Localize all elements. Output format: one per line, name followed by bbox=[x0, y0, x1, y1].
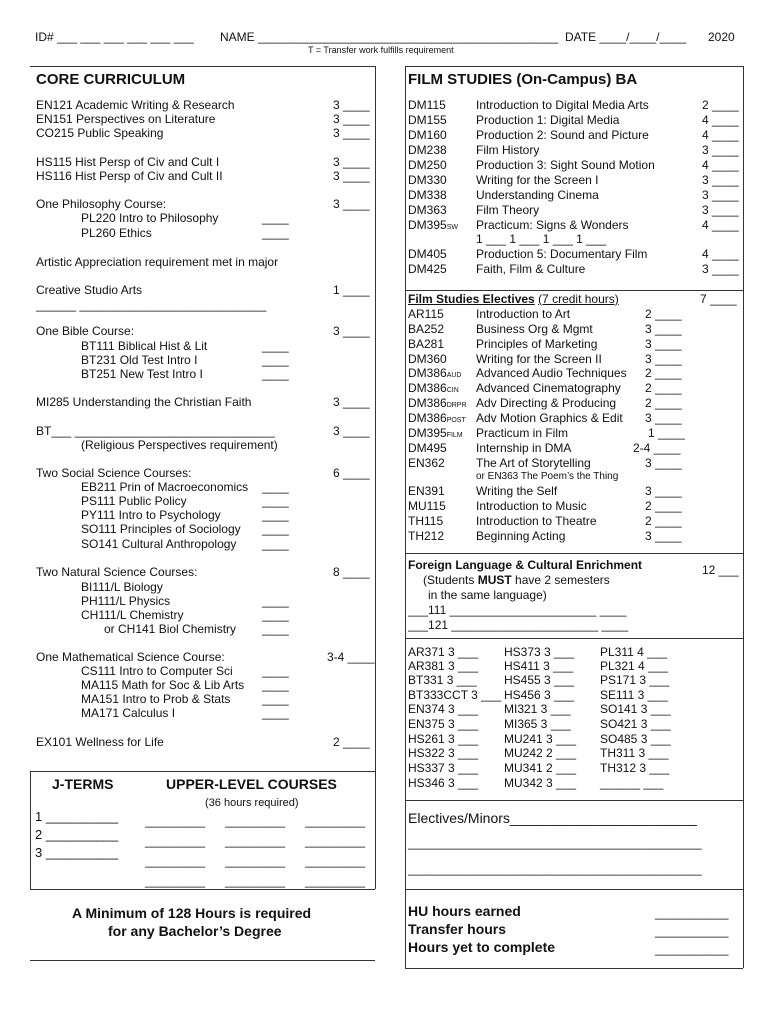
elective-code bbox=[408, 307, 444, 321]
core-line: MI285 Understanding the Christian Faith bbox=[36, 395, 252, 409]
code: DM250 bbox=[408, 158, 447, 172]
credit-blank[interactable]: 4 ____ bbox=[702, 218, 739, 232]
course-code: DM405 bbox=[408, 247, 447, 261]
elective-code: TH212 bbox=[408, 529, 445, 543]
course-code bbox=[408, 113, 447, 127]
upper-level-blank[interactable]: _________ bbox=[305, 834, 366, 848]
cultural-course[interactable]: MU342 3 ___ bbox=[504, 776, 577, 790]
course-name: Understanding Cinema bbox=[476, 188, 599, 202]
code: BA252 bbox=[408, 322, 445, 336]
upper-level-blank[interactable]: _________ bbox=[225, 834, 286, 848]
code-suffix: DRPR bbox=[446, 402, 467, 409]
core-line: SO111 Principles of Sociology bbox=[81, 522, 241, 536]
credit-blank[interactable]: ____ bbox=[262, 706, 289, 720]
foreign-note-2: in the same language) bbox=[428, 588, 547, 602]
core-line: BT___ ______________________________ bbox=[36, 424, 275, 438]
course-name: Film Theory bbox=[476, 203, 540, 217]
core-line: MA115 Math for Soc & Lib Arts bbox=[81, 678, 245, 692]
elective-code: EN391 bbox=[408, 484, 445, 498]
credit-blank[interactable]: ____ bbox=[262, 339, 289, 353]
cultural-course[interactable]: MU241 3 ___ bbox=[504, 732, 577, 746]
elective-code bbox=[408, 322, 444, 336]
core-line: BT251 New Test Intro I bbox=[81, 367, 203, 381]
foreign-note-a: (Students bbox=[423, 573, 478, 587]
credit-blank[interactable]: 4 ____ bbox=[702, 113, 739, 127]
credit-blank[interactable]: ____ bbox=[262, 211, 289, 225]
credit-blank[interactable]: 2 ____ bbox=[645, 307, 682, 321]
core-line: MA151 Intro to Prob & Stats bbox=[81, 692, 231, 706]
credit-blank[interactable]: ____ bbox=[262, 594, 289, 608]
credit-blank[interactable]: 3 ____ bbox=[333, 424, 370, 438]
core-line: BT111 Biblical Hist & Lit bbox=[81, 339, 208, 353]
upper-level-blank[interactable]: _________ bbox=[305, 874, 366, 888]
credit-blank[interactable]: ____ bbox=[262, 367, 289, 381]
course-name: Film History bbox=[476, 143, 540, 157]
cultural-course[interactable]: BT331 3 ___ bbox=[408, 673, 477, 687]
electives-credits[interactable]: 7 ____ bbox=[700, 292, 737, 306]
code: DM363 bbox=[408, 203, 447, 217]
upper-level-blank[interactable]: _________ bbox=[225, 814, 286, 828]
cultural-course[interactable]: EN374 3 ___ bbox=[408, 702, 479, 716]
year: 2020 bbox=[708, 30, 735, 44]
core-title: CORE CURRICULUM bbox=[36, 71, 186, 88]
elective-name: Advanced Cinematography bbox=[476, 381, 621, 395]
practicum-blanks[interactable]: 1 ___ 1 ___ 1 ___ 1 ___ bbox=[476, 232, 607, 246]
credit-blank[interactable]: 2 ____ bbox=[645, 499, 682, 513]
transfer-note: T = Transfer work fulfills requirement bbox=[308, 45, 454, 55]
credit-blank[interactable]: 2 ____ bbox=[702, 98, 739, 112]
elective-name: Practicum in Film bbox=[476, 426, 569, 440]
film-title: FILM STUDIES (On-Campus) BA bbox=[408, 71, 638, 88]
cultural-course[interactable]: SO485 3 ___ bbox=[600, 732, 671, 746]
cultural-course[interactable]: HS322 3 ___ bbox=[408, 746, 479, 760]
upper-subtitle: (36 hours required) bbox=[205, 797, 299, 809]
code: DM386 bbox=[408, 411, 447, 425]
jterm-2[interactable]: 2 __________ bbox=[35, 827, 119, 842]
credit-blank[interactable]: 3 ____ bbox=[645, 411, 682, 425]
upper-level-blank[interactable]: _________ bbox=[145, 874, 206, 888]
name-field[interactable]: NAME _____________________________________________ bbox=[220, 30, 559, 44]
credit-blank[interactable]: 3 ____ bbox=[333, 197, 370, 211]
cultural-course[interactable]: AR381 3 ___ bbox=[408, 659, 479, 673]
course-name: Production 5: Documentary Film bbox=[476, 247, 648, 261]
upper-level-blank[interactable]: _________ bbox=[145, 854, 206, 868]
elective-name: Writing the Self bbox=[476, 484, 558, 498]
jterms-title: J-TERMS bbox=[52, 776, 114, 792]
foreign-note-must: MUST bbox=[477, 573, 512, 587]
code: DM386 bbox=[408, 396, 447, 410]
core-line: EX101 Wellness for Life bbox=[36, 735, 164, 749]
transfer-hours-label: Transfer hours bbox=[408, 921, 507, 937]
code: DM160 bbox=[408, 128, 447, 142]
credit-blank[interactable]: 3 ____ bbox=[333, 169, 370, 183]
core-line: PH111/L Physics bbox=[81, 594, 171, 608]
code: AR115 bbox=[408, 307, 444, 321]
transfer-hours-blank[interactable]: ___________ bbox=[655, 924, 729, 938]
code-suffix: AUD bbox=[446, 372, 462, 379]
credit-blank[interactable]: 3 ____ bbox=[645, 456, 682, 470]
credit-blank[interactable]: 3 ____ bbox=[645, 352, 682, 366]
elective-name: The Art of Storytelling bbox=[476, 456, 591, 470]
credit-blank[interactable]: 2 ____ bbox=[645, 381, 682, 395]
code: DM395 bbox=[408, 218, 447, 232]
course-code bbox=[408, 143, 447, 157]
credit-blank[interactable]: 3 ____ bbox=[645, 484, 682, 498]
code: BA281 bbox=[408, 337, 445, 351]
credit-blank[interactable]: ____ bbox=[262, 608, 289, 622]
credit-blank[interactable]: 4 ____ bbox=[702, 158, 739, 172]
core-line: EB211 Prin of Macroeconomics bbox=[81, 480, 249, 494]
code: DM338 bbox=[408, 188, 447, 202]
credit-blank[interactable]: ____ bbox=[262, 480, 289, 494]
credit-blank[interactable]: 4 ____ bbox=[702, 247, 739, 261]
credit-blank[interactable]: 8 ____ bbox=[333, 565, 370, 579]
electives-minors-line-1[interactable]: ____________________________________________ bbox=[408, 836, 702, 850]
elective-name: Adv Directing & Producing bbox=[476, 396, 617, 410]
upper-level-blank[interactable]: _________ bbox=[305, 814, 366, 828]
upper-title: UPPER-LEVEL COURSES bbox=[166, 776, 337, 792]
credit-blank[interactable]: 3-4 ____ bbox=[327, 650, 375, 664]
elective-name: Principles of Marketing bbox=[476, 337, 598, 351]
cultural-course[interactable]: PS171 3 ___ bbox=[600, 673, 670, 687]
en363-alternative: or EN363 The Poem’s the Thing bbox=[476, 471, 619, 482]
cultural-course[interactable]: AR371 3 ___ bbox=[408, 645, 479, 659]
foreign-note-c: have 2 semesters bbox=[511, 573, 610, 587]
core-line: ______ ____________________________ bbox=[36, 298, 267, 312]
cultural-course[interactable]: HS456 3 ___ bbox=[504, 688, 575, 702]
cultural-course[interactable]: HS411 3 ___ bbox=[504, 659, 574, 673]
credit-blank[interactable]: ____ bbox=[262, 226, 289, 240]
jterm-1[interactable]: 1 __________ bbox=[35, 809, 119, 824]
electives-title: Film Studies Electives bbox=[408, 292, 535, 306]
credit-blank[interactable]: 3 ____ bbox=[645, 529, 682, 543]
cultural-course[interactable]: MI321 3 ___ bbox=[504, 702, 571, 716]
course-code bbox=[408, 158, 447, 172]
cultural-course[interactable]: HS346 3 ___ bbox=[408, 776, 479, 790]
elective-code: TH115 bbox=[408, 514, 444, 528]
core-line: CO215 Public Speaking bbox=[36, 126, 164, 140]
foreign-credits[interactable]: 12 ___ bbox=[702, 563, 739, 577]
electives-minors-line-2[interactable]: ____________________________________________ bbox=[408, 862, 702, 876]
elective-code bbox=[408, 456, 445, 470]
language-121[interactable]: ___121 ______________________ ____ bbox=[408, 618, 629, 632]
cultural-course[interactable]: BT333CCT 3 ___ bbox=[408, 688, 502, 702]
core-line: BI111/L Biology bbox=[81, 580, 163, 594]
upper-level-blank[interactable]: _________ bbox=[225, 854, 286, 868]
id-field[interactable]: ID# ___ ___ ___ ___ ___ ___ bbox=[35, 30, 194, 44]
code: DM115 bbox=[408, 98, 446, 112]
language-111[interactable]: ___111 ______________________ ____ bbox=[408, 603, 627, 617]
credit-blank[interactable]: 3 ____ bbox=[333, 155, 370, 169]
hu-hours-label: HU hours earned bbox=[408, 903, 521, 919]
code: DM395 bbox=[408, 426, 447, 440]
core-line: EN151 Perspectives on Literature bbox=[36, 112, 216, 126]
upper-level-blank[interactable]: _________ bbox=[145, 834, 206, 848]
credit-blank[interactable]: ____ bbox=[262, 508, 289, 522]
credit-blank[interactable]: ____ bbox=[262, 678, 289, 692]
credit-blank[interactable]: 3 ____ bbox=[333, 126, 370, 140]
credit-blank[interactable]: 3 ____ bbox=[333, 395, 370, 409]
course-name: Production 2: Sound and Picture bbox=[476, 128, 649, 142]
credit-blank[interactable]: 3 ____ bbox=[333, 98, 370, 112]
code: DM495 bbox=[408, 441, 447, 455]
elective-name: Introduction to Music bbox=[476, 499, 587, 513]
upper-level-blank[interactable]: _________ bbox=[305, 854, 366, 868]
cultural-course[interactable]: ______ ___ bbox=[600, 776, 664, 790]
core-line: PL260 Ethics bbox=[81, 226, 152, 240]
credit-blank[interactable]: 3 ____ bbox=[702, 203, 739, 217]
credit-blank[interactable]: 3 ____ bbox=[333, 112, 370, 126]
hu-hours-blank[interactable]: ___________ bbox=[655, 906, 729, 920]
cultural-course[interactable]: MU242 2 ___ bbox=[504, 746, 577, 760]
credit-blank[interactable]: ____ bbox=[262, 622, 289, 636]
cultural-course[interactable]: SO421 3 ___ bbox=[600, 717, 671, 731]
credit-blank[interactable]: 3 ____ bbox=[702, 173, 739, 187]
cultural-course[interactable]: EN375 3 ___ bbox=[408, 717, 479, 731]
hours-yet-blank[interactable]: ___________ bbox=[655, 942, 729, 956]
course-name: Writing for the Screen I bbox=[476, 173, 599, 187]
core-line: Creative Studio Arts bbox=[36, 283, 143, 297]
credit-blank[interactable]: 1 ____ bbox=[333, 283, 370, 297]
cultural-course[interactable]: HS373 3 ___ bbox=[504, 645, 575, 659]
course-name: Faith, Film & Culture bbox=[476, 262, 586, 276]
electives-header bbox=[408, 292, 619, 306]
cultural-course[interactable]: SO141 3 ___ bbox=[600, 702, 671, 716]
code: DM330 bbox=[408, 173, 447, 187]
course-code bbox=[408, 98, 446, 112]
credit-blank[interactable]: 3 ____ bbox=[702, 262, 739, 276]
credit-blank[interactable]: 6 ____ bbox=[333, 466, 370, 480]
cultural-course[interactable]: TH311 3 ___ bbox=[600, 746, 669, 760]
course-code bbox=[408, 218, 458, 235]
course-code bbox=[408, 203, 447, 217]
elective-code: MU115 bbox=[408, 499, 446, 513]
credit-blank[interactable]: ____ bbox=[262, 664, 289, 678]
course-name: Production 3: Sight Sound Motion bbox=[476, 158, 655, 172]
credit-blank[interactable]: 2 ____ bbox=[333, 735, 370, 749]
credit-blank[interactable]: ____ bbox=[262, 537, 289, 551]
code: DM360 bbox=[408, 352, 447, 366]
elective-name: Adv Motion Graphics & Edit bbox=[476, 411, 623, 425]
foreign-note-1 bbox=[423, 573, 610, 587]
core-line: EN121 Academic Writing & Research bbox=[36, 98, 235, 112]
course-code bbox=[408, 173, 447, 187]
foreign-title: Foreign Language & Cultural Enrichment bbox=[408, 558, 643, 572]
code: DM238 bbox=[408, 143, 447, 157]
elective-code bbox=[408, 352, 447, 366]
core-line: CS111 Intro to Computer Sci bbox=[81, 664, 233, 678]
core-line: One Mathematical Science Course: bbox=[36, 650, 225, 664]
elective-name: Advanced Audio Techniques bbox=[476, 366, 627, 380]
core-line: SO141 Cultural Anthropology bbox=[81, 537, 237, 551]
code-suffix: CIN bbox=[446, 387, 459, 394]
cultural-course[interactable]: MI365 3 ___ bbox=[504, 717, 571, 731]
minimum-line-2: for any Bachelor’s Degree bbox=[108, 923, 282, 939]
elective-name: Business Org & Mgmt bbox=[476, 322, 593, 336]
core-line: Artistic Appreciation requirement met in major bbox=[36, 255, 279, 269]
core-line: HS116 Hist Persp of Civ and Cult II bbox=[36, 169, 223, 183]
upper-level-blank[interactable]: _________ bbox=[145, 814, 206, 828]
core-line: MA171 Calculus I bbox=[81, 706, 176, 720]
credit-blank[interactable]: 3 ____ bbox=[333, 324, 370, 338]
credit-blank[interactable]: 2 ____ bbox=[645, 514, 682, 528]
date-field[interactable]: DATE ____/____/____ bbox=[565, 30, 687, 44]
electives-note: (7 credit hours) bbox=[538, 292, 619, 306]
hours-yet-label: Hours yet to complete bbox=[408, 939, 556, 955]
code-suffix: POST bbox=[446, 417, 466, 424]
core-line: CH111/L Chemistry bbox=[81, 608, 184, 622]
course-code bbox=[408, 188, 447, 202]
cultural-course[interactable]: HS337 3 ___ bbox=[408, 761, 479, 775]
cultural-course[interactable]: HS455 3 ___ bbox=[504, 673, 575, 687]
core-line: One Bible Course: bbox=[36, 324, 135, 338]
cultural-course[interactable]: HS261 3 ___ bbox=[408, 732, 479, 746]
credit-blank[interactable]: 1 ____ bbox=[648, 426, 685, 440]
core-line: Two Natural Science Courses: bbox=[36, 565, 198, 579]
upper-level-blank[interactable]: _________ bbox=[225, 874, 286, 888]
elective-name: Introduction to Theatre bbox=[476, 514, 597, 528]
code: DM155 bbox=[408, 113, 447, 127]
cultural-course[interactable]: TH312 3 ___ bbox=[600, 761, 670, 775]
course-name: Introduction to Digital Media Arts bbox=[476, 98, 649, 112]
core-line: PY111 Intro to Psychology bbox=[81, 508, 221, 522]
elective-name: Internship in DMA bbox=[476, 441, 572, 455]
cultural-course[interactable]: MU341 2 ___ bbox=[504, 761, 577, 775]
credit-blank[interactable]: ____ bbox=[262, 692, 289, 706]
code-suffix: FILM bbox=[446, 432, 463, 439]
core-line: PS111 Public Policy bbox=[81, 494, 187, 508]
core-line: Two Social Science Courses: bbox=[36, 466, 192, 480]
elective-name: Introduction to Art bbox=[476, 307, 571, 321]
code-suffix: SW bbox=[446, 224, 458, 231]
credit-blank[interactable]: 3 ____ bbox=[645, 322, 682, 336]
core-line: PL220 Intro to Philosophy bbox=[81, 211, 219, 225]
core-line: One Philosophy Course: bbox=[36, 197, 167, 211]
credit-blank[interactable]: 3 ____ bbox=[702, 143, 739, 157]
credit-blank[interactable]: 2-4 ____ bbox=[633, 441, 681, 455]
code: DM386 bbox=[408, 366, 447, 380]
course-code: DM425 bbox=[408, 262, 447, 276]
elective-name: Beginning Acting bbox=[476, 529, 566, 543]
code: EN362 bbox=[408, 456, 445, 470]
elective-name: Writing for the Screen II bbox=[476, 352, 602, 366]
core-line: HS115 Hist Persp of Civ and Cult I bbox=[36, 155, 220, 169]
cultural-course[interactable]: SE111 3 ___ bbox=[600, 688, 668, 702]
cultural-course[interactable]: PL311 4 ___ bbox=[600, 645, 668, 659]
credit-blank[interactable]: ____ bbox=[262, 353, 289, 367]
jterm-3[interactable]: 3 __________ bbox=[35, 845, 119, 860]
elective-code bbox=[408, 337, 444, 351]
cultural-course[interactable]: PL321 4 ___ bbox=[600, 659, 669, 673]
course-code bbox=[408, 128, 447, 142]
course-name: Production 1: Digital Media bbox=[476, 113, 620, 127]
credit-blank[interactable]: 3 ____ bbox=[645, 337, 682, 351]
core-line: (Religious Perspectives requirement) bbox=[81, 438, 278, 452]
credit-blank[interactable]: 2 ____ bbox=[645, 366, 682, 380]
credit-blank[interactable]: 4 ____ bbox=[702, 128, 739, 142]
code: DM386 bbox=[408, 381, 447, 395]
minimum-line-1: A Minimum of 128 Hours is required bbox=[72, 905, 312, 921]
credit-blank[interactable]: ____ bbox=[262, 494, 289, 508]
elective-code bbox=[408, 441, 447, 455]
credit-blank[interactable]: 3 ____ bbox=[702, 188, 739, 202]
electives-minors-label[interactable]: Electives/Minors________________________ bbox=[408, 810, 697, 826]
credit-blank[interactable]: 2 ____ bbox=[645, 396, 682, 410]
core-line: or CH141 Biol Chemistry bbox=[104, 622, 237, 636]
credit-blank[interactable]: ____ bbox=[262, 522, 289, 536]
core-line: BT231 Old Test Intro I bbox=[81, 353, 198, 367]
course-name: Practicum: Signs & Wonders bbox=[476, 218, 629, 232]
